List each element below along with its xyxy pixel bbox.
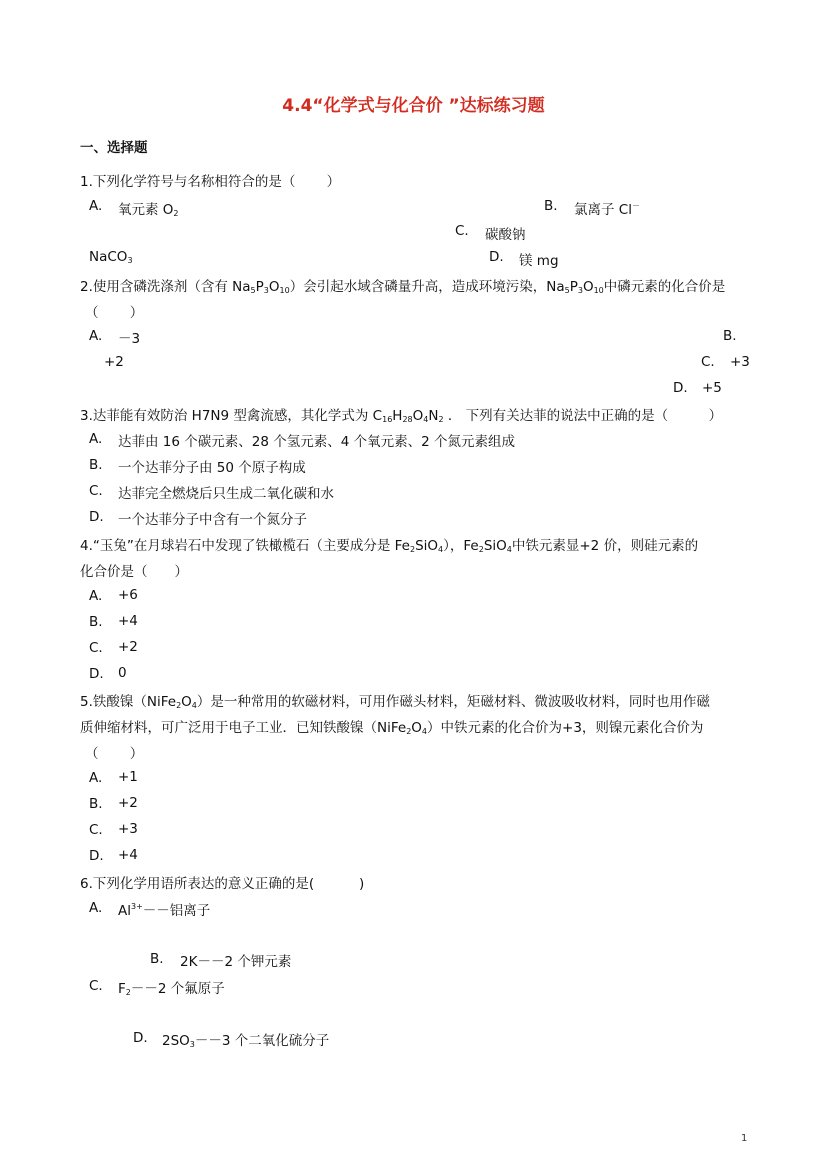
q6-option-d-label: D. [133, 1030, 148, 1046]
q5-option-b-label: B. [89, 796, 103, 812]
question-1-stem: 1.下列化学符号与名称相符合的是（ ） [80, 174, 341, 190]
q2-option-d: +5 [702, 380, 722, 396]
q4-option-c: +2 [118, 639, 138, 655]
q1-option-d-label: D. [489, 249, 504, 265]
q2-option-a-label: A. [89, 328, 103, 344]
q4-option-d-label: D. [89, 666, 104, 682]
q1-option-a: 氧元素 $O_2$ [118, 202, 179, 218]
section-heading: 一、选择题 [80, 140, 148, 156]
q5-option-a-label: A. [89, 770, 103, 786]
question-3-stem: 3.达菲能有效防治 H7N9 型禽流感，其化学式为 $C_{16}H_{28}O_4N_2$ ． 下列有关达菲的说法中正确的是（ ） [80, 408, 723, 424]
q2-option-d-label: D. [673, 380, 688, 396]
q6-option-a-label: A. [89, 900, 103, 916]
q6-option-b-label: B. [150, 951, 164, 967]
q6-option-c: $F_2--2$ 个氟原子 [118, 981, 225, 997]
q4-option-d: 0 [118, 665, 127, 681]
q4-option-b: +4 [118, 613, 138, 629]
q6-option-b: 2K－－2 个钾元素 [180, 954, 292, 970]
document-title: 4.4“化学式与化合价 ”达标练习题 [282, 96, 545, 116]
q3-option-d: 一个达菲分子中含有一个氮分子 [118, 512, 307, 528]
q5-option-d: +4 [118, 847, 138, 863]
question-5-stem-line1: 5.铁酸镍$(NiFe_2O_4)$是一种常用的软磁材料，可用作磁头材料，矩磁材料、微波吸收材料，同时也用作磁 [80, 694, 710, 710]
q6-option-d: $2SO_3--3$ 个二氧化硫分子 [162, 1033, 330, 1049]
q3-option-d-label: D. [89, 509, 104, 525]
q6-option-c-label: C. [89, 978, 103, 994]
q5-option-d-label: D. [89, 848, 104, 864]
question-4-stem-line1: 4.“玉兔”在月球岩石中发现了铁橄榄石（主要成分是 $Fe_2SiO_4$），$Fe_2SiO_4$中铁元素显+2 价，则硅元素的 [80, 538, 699, 554]
q5-option-c: +3 [118, 821, 138, 837]
q5-option-c-label: C. [89, 822, 103, 838]
q1-option-a-label: A. [89, 198, 103, 214]
q1-option-c-continued: NaCO$_3$ [89, 249, 133, 265]
q1-option-c-label: C. [455, 223, 469, 239]
q3-option-a: 达菲由 16 个碳元素、28 个氢元素、4 个氧元素、2 个氮元素组成 [118, 434, 515, 450]
q3-option-b: 一个达菲分子由 50 个原子构成 [118, 460, 306, 476]
q4-option-c-label: C. [89, 640, 103, 656]
question-5-stem-line2: 质伸缩材料，可广泛用于电子工业．已知铁酸镍$(NiFe_2O_4)$中铁元素的化合价为+3，则镍元素化合价为 [80, 720, 704, 736]
q3-option-c-label: C. [89, 483, 103, 499]
q3-option-b-label: B. [89, 457, 103, 473]
q4-option-a-label: A. [89, 588, 103, 604]
page-number: 1 [741, 1133, 748, 1144]
q3-option-a-label: A. [89, 431, 103, 447]
question-4-stem-line2: 化合价是（ ） [80, 564, 188, 580]
q2-option-c-label: C. [701, 354, 715, 370]
q1-option-b-label: B. [544, 198, 558, 214]
q4-option-b-label: B. [89, 614, 103, 630]
question-2-stem-line1: 2.使用含磷洗涤剂（含有 $Na_5P_3O_{10}$）会引起水域含磷量升高，造成环境污染，$Na_5P_3O_{10}$中磷元素的化合价是 [80, 279, 726, 295]
q2-option-b-label: B. [723, 328, 737, 344]
q3-option-c: 达菲完全燃烧后只生成二氧化碳和水 [118, 486, 334, 502]
q5-option-b: +2 [118, 795, 138, 811]
question-6-stem: 6.下列化学用语所表达的意义正确的是( ) [80, 876, 365, 892]
q1-option-b: 氯离子 Cl－ [574, 201, 640, 218]
q2-option-b: +2 [104, 354, 124, 370]
q1-option-c: 碳酸钠 [485, 227, 526, 243]
q4-option-a: +6 [118, 587, 138, 603]
q5-option-a: +1 [118, 769, 138, 785]
question-2-stem-line2: （ ） [85, 305, 144, 321]
q2-option-c: +3 [730, 354, 750, 370]
q2-option-a: －3 [118, 331, 141, 347]
question-5-stem-line3: （ ） [85, 746, 144, 762]
q1-option-d: 镁 mg [519, 253, 559, 269]
q6-option-a: $Al^{3+}--$铝离子 [118, 902, 211, 919]
